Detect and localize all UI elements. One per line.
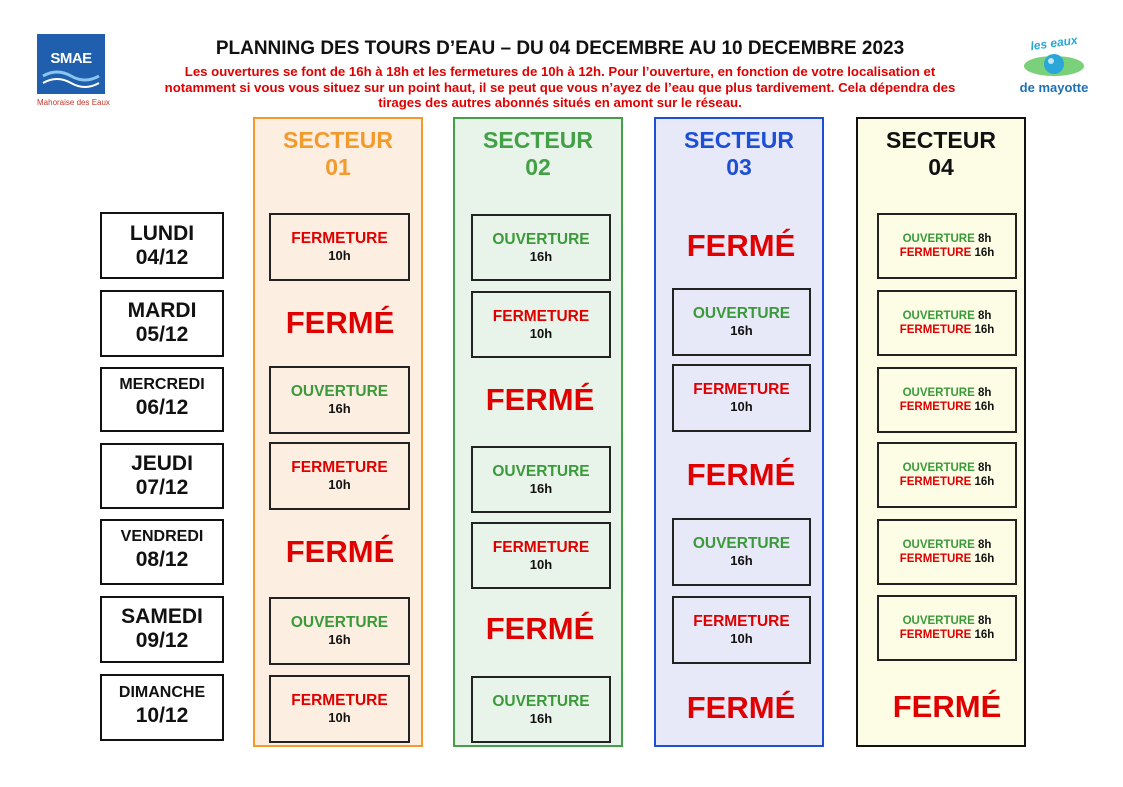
subtitle-line: notamment si vous vous situez sur un point haut, il se peut que vous n’ayez de l’eau que plus tardivement. Cela dépendra des <box>164 79 956 95</box>
s2-thursday-ouverture <box>471 446 611 513</box>
s4-saturday-schedule <box>877 595 1017 661</box>
status-label: FERMETURE <box>899 476 972 488</box>
day-thursday <box>100 443 224 509</box>
sector-number: 01 <box>325 154 351 180</box>
day-date: 09/12 <box>135 629 189 652</box>
smae-logo <box>37 34 110 114</box>
status-label: FERMETURE <box>291 230 388 247</box>
status-time: 16h <box>529 480 553 496</box>
page-title: PLANNING DES TOURS D’EAU – DU 04 DECEMBRE AU 10 DECEMBRE 2023 <box>215 38 905 59</box>
day-name: MERCREDI <box>119 376 205 393</box>
status-time: 8h <box>977 539 992 551</box>
s4-open-line <box>879 309 1015 323</box>
day-wednesday <box>100 367 224 432</box>
status-label: OUVERTURE <box>692 305 791 322</box>
status-time: 10h <box>328 477 351 492</box>
day-date: 05/12 <box>135 323 189 346</box>
eaux-logo-bottom: de mayotte <box>1019 80 1089 95</box>
status-label: OUVERTURE <box>902 539 975 551</box>
day-tuesday <box>100 290 224 357</box>
sector-number: 04 <box>928 154 954 180</box>
status-time: 16h <box>328 632 351 647</box>
status-time: 16h <box>974 247 995 259</box>
status-label: OUVERTURE <box>902 310 975 322</box>
status-time: 10h <box>328 248 351 263</box>
day-saturday <box>100 596 224 663</box>
status-time: 10h <box>730 399 753 414</box>
s4-close-line <box>879 475 1015 489</box>
status-label: OUVERTURE <box>902 615 975 627</box>
s2-tuesday-fermeture <box>471 291 611 358</box>
status-label: OUVERTURE <box>290 383 389 400</box>
s3-monday-ferme: FERMÉ <box>686 228 796 263</box>
day-name: MARDI <box>127 299 197 322</box>
wave-icon <box>37 34 105 94</box>
s4-close-line <box>879 628 1015 642</box>
status-time: 16h <box>974 629 995 641</box>
s3-tuesday-ouverture <box>672 288 811 356</box>
sector-02-column <box>453 117 623 747</box>
status-label: OUVERTURE <box>492 692 590 710</box>
s1-wednesday-ouverture <box>269 366 410 434</box>
s1-thursday-fermeture <box>269 442 410 510</box>
s2-friday-fermeture <box>471 522 611 589</box>
day-friday <box>100 519 224 585</box>
smae-logo-text: SMAE <box>50 50 92 67</box>
status-time: 16h <box>974 401 995 413</box>
sector-label: SECTEUR <box>283 127 393 153</box>
s4-close-line <box>879 552 1015 566</box>
day-name: DIMANCHE <box>118 684 206 701</box>
status-time: 8h <box>977 615 992 627</box>
status-time: 16h <box>974 553 995 565</box>
water-drop-icon <box>1018 50 1090 80</box>
status-label: FERMETURE <box>291 692 388 709</box>
status-time: 16h <box>529 710 553 726</box>
s4-thursday-schedule <box>877 442 1017 508</box>
status-time: 8h <box>977 387 992 399</box>
s4-close-line <box>879 323 1015 337</box>
subtitle-line: tirages des autres abonnés situés en amont sur le réseau. <box>378 95 742 110</box>
status-label: FERMETURE <box>899 247 972 259</box>
s1-friday-ferme: FERMÉ <box>285 534 395 569</box>
s4-wednesday-schedule <box>877 367 1017 433</box>
sector-number: 03 <box>726 154 752 180</box>
s4-friday-schedule <box>877 519 1017 585</box>
s1-tuesday-ferme: FERMÉ <box>285 305 395 340</box>
status-label: FERMETURE <box>693 613 790 630</box>
s4-open-line <box>879 538 1015 552</box>
day-name: LUNDI <box>129 222 195 245</box>
status-label: OUVERTURE <box>902 387 975 399</box>
status-label: FERMETURE <box>693 381 790 398</box>
sector-04-header <box>858 127 1024 181</box>
day-date: 10/12 <box>135 704 189 727</box>
s1-monday-fermeture <box>269 213 410 281</box>
sector-label: SECTEUR <box>886 127 996 153</box>
s1-sunday-fermeture <box>269 675 410 743</box>
sector-01-header <box>255 127 421 181</box>
day-date: 06/12 <box>135 396 189 419</box>
day-sunday <box>100 674 224 741</box>
page-subtitle <box>130 64 990 111</box>
s2-saturday-ferme: FERMÉ <box>485 611 595 646</box>
eaux-logo-top: les eaux <box>1029 32 1079 54</box>
s3-thursday-ferme: FERMÉ <box>686 457 796 492</box>
status-time: 16h <box>974 476 995 488</box>
day-name: JEUDI <box>131 452 193 475</box>
status-time: 8h <box>977 310 992 322</box>
status-time: 16h <box>730 553 753 568</box>
s4-open-line <box>879 386 1015 400</box>
s4-tuesday-schedule <box>877 290 1017 356</box>
s2-wednesday-ferme: FERMÉ <box>485 382 595 417</box>
status-label: FERMETURE <box>291 459 388 476</box>
status-label: FERMETURE <box>899 324 972 336</box>
s2-sunday-ouverture <box>471 676 611 743</box>
status-time: 10h <box>328 710 351 725</box>
s2-monday-ouverture <box>471 214 611 281</box>
status-time: 16h <box>974 324 995 336</box>
status-time: 10h <box>529 325 553 341</box>
s4-open-line <box>879 461 1015 475</box>
status-time: 8h <box>977 462 992 474</box>
sector-03-header <box>656 127 822 181</box>
s4-open-line <box>879 232 1015 246</box>
status-time: 8h <box>977 233 992 245</box>
s1-saturday-ouverture <box>269 597 410 665</box>
sector-label: SECTEUR <box>483 127 593 153</box>
status-label: OUVERTURE <box>902 462 975 474</box>
status-label: OUVERTURE <box>290 614 389 631</box>
eaux-mayotte-logo <box>1018 32 1090 106</box>
status-label: FERMETURE <box>492 307 590 325</box>
day-date: 04/12 <box>135 246 189 269</box>
status-label: OUVERTURE <box>492 462 590 480</box>
s3-friday-ouverture <box>672 518 811 586</box>
s4-close-line <box>879 246 1015 260</box>
s4-close-line <box>879 400 1015 414</box>
status-label: OUVERTURE <box>902 233 975 245</box>
sector-label: SECTEUR <box>684 127 794 153</box>
day-date: 07/12 <box>135 476 189 499</box>
status-label: OUVERTURE <box>692 535 791 552</box>
day-monday <box>100 212 224 279</box>
sector-number: 02 <box>525 154 551 180</box>
day-name: SAMEDI <box>121 605 203 628</box>
status-time: 10h <box>730 631 753 646</box>
s4-monday-schedule <box>877 213 1017 279</box>
smae-logo-caption: Mahoraise des Eaux <box>37 98 110 107</box>
status-label: FERMETURE <box>492 538 590 556</box>
s3-saturday-fermeture <box>672 596 811 664</box>
day-date: 08/12 <box>135 548 189 571</box>
status-time: 16h <box>730 323 753 338</box>
s3-wednesday-fermeture <box>672 364 811 432</box>
s4-open-line <box>879 614 1015 628</box>
status-time: 16h <box>529 248 553 264</box>
s3-sunday-ferme: FERMÉ <box>686 690 796 725</box>
sector-02-header <box>455 127 621 181</box>
status-label: OUVERTURE <box>492 230 590 248</box>
status-label: FERMETURE <box>899 629 972 641</box>
status-label: FERMETURE <box>899 553 972 565</box>
status-time: 10h <box>529 556 553 572</box>
day-name: VENDREDI <box>120 528 204 545</box>
s4-sunday-ferme: FERMÉ <box>892 689 1002 724</box>
status-label: FERMETURE <box>899 401 972 413</box>
subtitle-line: Les ouvertures se font de 16h à 18h et les fermetures de 10h à 12h. Pour l’ouverture, en fonction de votre localisation et <box>184 64 936 79</box>
status-time: 16h <box>328 401 351 416</box>
